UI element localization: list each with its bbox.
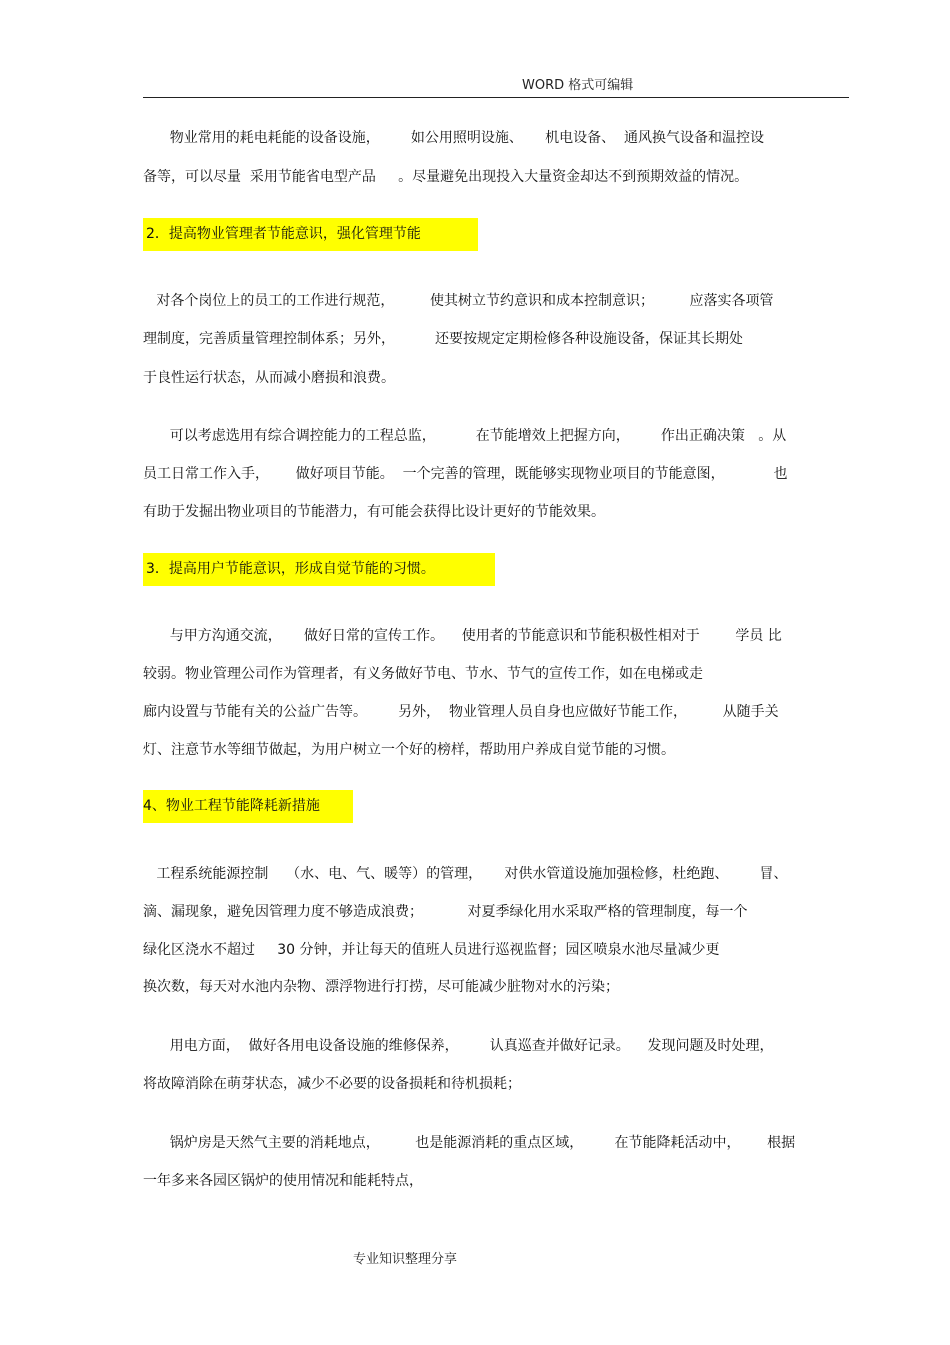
para4-line-4: 灯、注意节水等细节做起，为用户树立一个好的榜样，帮助用户养成自觉节能的习惯。: [143, 742, 675, 758]
para4-line-3: 廊内设置与节能有关的公益广告等。 另外， 物业管理人员自身也应做好节能工作， 从随手关: [143, 704, 779, 720]
para7-line-1: 锅炉房是天然气主要的消耗地点， 也是能源消耗的重点区域， 在节能降耗活动中， 根据: [143, 1135, 796, 1151]
para1-line-1: 物业常用的耗电耗能的设备设施， 如公用照明设施、 机电设备、 通风换气设备和温控设: [143, 130, 765, 146]
para2-line-1: 对各个岗位上的员工的工作进行规范， 使其树立节约意识和成本控制意识； 应落实各项管: [143, 293, 774, 309]
header-text: WORD 格式可编辑: [522, 78, 634, 93]
para5-line-4: 换次数，每天对水池内杂物、漂浮物进行打捞，尽可能减少脏物对水的污染；: [143, 979, 619, 995]
para6-line-2: 将故障消除在萌芽状态，减少不必要的设备损耗和待机损耗；: [143, 1076, 521, 1092]
para5-line-2: 滴、漏现象，避免因管理力度不够造成浪费； 对夏季绿化用水采取严格的管理制度，每一个: [143, 904, 748, 920]
para3-line-2: 员工日常工作入手， 做好项目节能。 一个完善的管理，既能够实现物业项目的节能意图， 也: [143, 466, 788, 482]
para2-line-2: 理制度，完善质量管理控制体系；另外， 还要按规定定期检修各种设施设备，保证其长期处: [143, 331, 744, 347]
para5-line-1: 工程系统能源控制 （水、电、气、暖等）的管理， 对供水管道设施加强检修，杜绝跑、 冒、: [143, 866, 788, 882]
para7-line-2: 一年多来各园区锅炉的使用情况和能耗特点，: [143, 1173, 423, 1189]
header-rule: [143, 97, 849, 98]
para4-line-1: 与甲方沟通交流， 做好日常的宣传工作。 使用者的节能意识和节能积极性相对于 学员 比: [143, 628, 782, 644]
para2-line-3: 于良性运行状态，从而减小磨损和浪费。: [143, 370, 395, 386]
section-heading-4: 4、物业工程节能降耗新措施: [143, 790, 353, 823]
para3-line-3: 有助于发掘出物业项目的节能潜力，有可能会获得比设计更好的节能效果。: [143, 504, 605, 520]
para1-line-2: 备等，可以尽量 采用节能省电型产品 。尽量避免出现投入大量资金却达不到预期效益的情况。: [143, 169, 749, 185]
para3-line-1: 可以考虑选用有综合调控能力的工程总监， 在节能增效上把握方向， 作出正确决策 。从: [143, 428, 787, 444]
para6-line-1: 用电方面， 做好各用电设备设施的维修保养， 认真巡查并做好记录。 发现问题及时处理，: [143, 1038, 774, 1054]
section-heading-3: 3．提高用户节能意识，形成自觉节能的习惯。: [143, 553, 495, 586]
para4-line-2: 较弱。物业管理公司作为管理者，有义务做好节电、节水、节气的宣传工作，如在电梯或走: [143, 666, 703, 682]
page-footer: 专业知识整理分享: [353, 1252, 458, 1267]
para5-line-3: 绿化区浇水不超过 30 分钟，并让每天的值班人员进行巡视监督；园区喷泉水池尽量减少更: [143, 942, 720, 958]
section-heading-2: 2．提高物业管理者节能意识，强化管理节能: [143, 218, 478, 251]
